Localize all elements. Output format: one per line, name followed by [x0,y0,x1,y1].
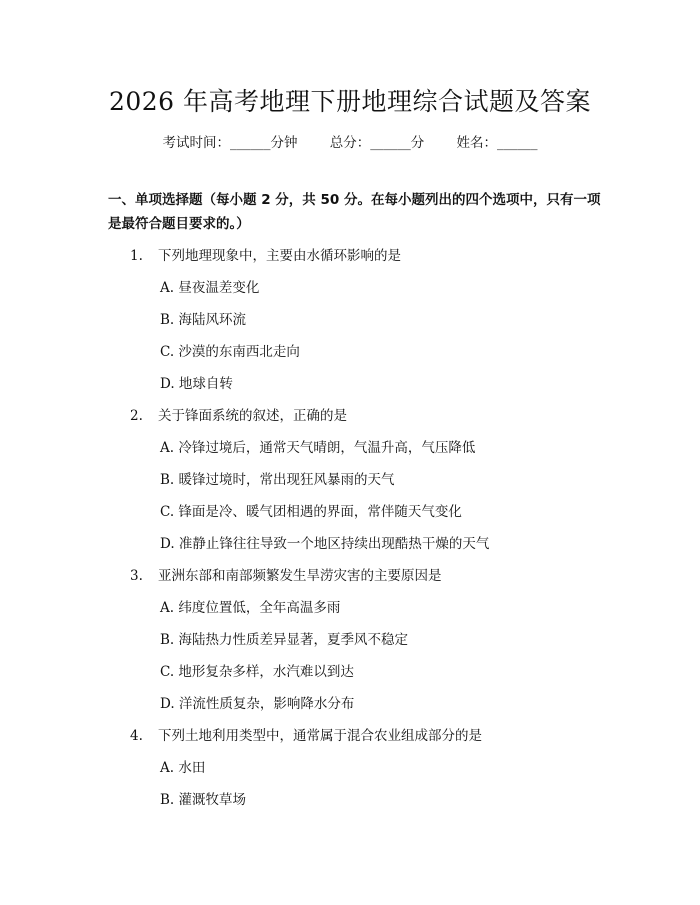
question-number: 2. [130,408,143,424]
exam-info-line [0,131,700,151]
section-heading-line-2: 是最符合题目要求的。） [108,216,250,232]
question-4-option-a: A. 水田 [160,760,206,776]
question-3-option-b: B. 海陆热力性质差异显著，夏季风不稳定 [160,632,409,648]
exam-time-field: 考试时间：______分钟 [162,135,298,151]
question-2-option-d: D. 准静止锋往往导致一个地区持续出现酷热干燥的天气 [160,536,490,552]
question-1-option-c: C. 沙漠的东南西北走向 [160,344,300,360]
question-2-option-a: A. 冷锋过境后，通常天气晴朗，气温升高，气压降低 [160,440,476,456]
section-heading-line-1: 一、单项选择题（每小题 2 分，共 50 分。在每小题列出的四个选项中，只有一项 [108,192,601,208]
question-number: 1. [130,248,143,264]
question-text: 关于锋面系统的叙述，正确的是 [158,408,347,424]
section-heading [108,188,608,236]
question-1-option-a: A. 昼夜温差变化 [160,280,260,296]
question-text: 下列地理现象中，主要由水循环影响的是 [158,248,401,264]
question-number: 4. [130,728,143,744]
student-name-field: 姓名：______ [456,135,538,151]
question-1-option-b: B. 海陆风环流 [160,312,247,328]
question-2 [130,404,347,424]
question-number: 3. [130,568,143,584]
total-score-field: 总分：______分 [329,135,425,151]
question-3 [130,564,442,584]
question-text: 亚洲东部和南部频繁发生旱涝灾害的主要原因是 [158,568,442,584]
question-4-option-b: B. 灌溉牧草场 [160,792,247,808]
question-3-option-d: D. 洋流性质复杂，影响降水分布 [160,696,355,712]
question-1 [130,244,401,264]
question-4 [130,724,482,744]
question-1-option-d: D. 地球自转 [160,376,233,392]
question-2-option-b: B. 暖锋过境时，常出现狂风暴雨的天气 [160,472,395,488]
question-text: 下列土地利用类型中，通常属于混合农业组成部分的是 [158,728,482,744]
question-3-option-c: C. 地形复杂多样，水汽难以到达 [160,664,354,680]
page-title: 2026 年高考地理下册地理综合试题及答案 [108,87,592,116]
question-3-option-a: A. 纬度位置低，全年高温多雨 [160,600,341,616]
question-2-option-c: C. 锋面是冷、暖气团相遇的界面，常伴随天气变化 [160,504,462,520]
